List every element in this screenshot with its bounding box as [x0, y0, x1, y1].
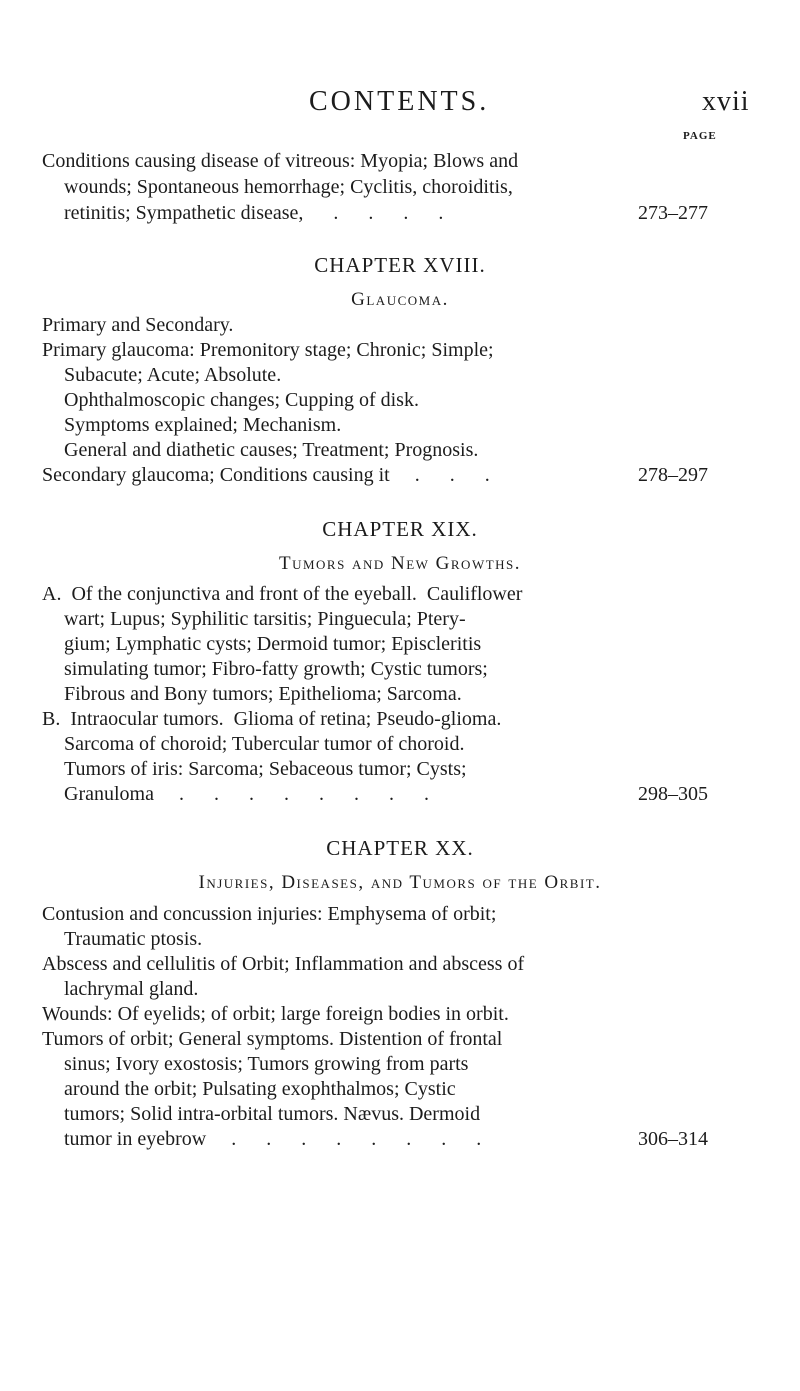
contents-line: gium; Lymphatic cysts; Dermoid tumor; Episcleritis	[64, 633, 482, 655]
contents-line: Contusion and concussion injuries: Emphysema of orbit;	[42, 903, 497, 925]
contents-line: Granuloma . . . . . . . .	[64, 783, 429, 805]
chapter-heading: CHAPTER XX.	[326, 836, 474, 860]
chapter-subject: Tumors and New Growths.	[278, 553, 522, 574]
intro-line: Conditions causing disease of vitreous: Myopia; Blows and	[42, 150, 519, 172]
page-column-label: PAGE	[683, 130, 717, 142]
running-head	[0, 86, 800, 122]
contents-line: around the orbit; Pulsating exophthalmos; Cystic	[64, 1078, 456, 1100]
contents-line: Ophthalmoscopic changes; Cupping of disk.	[64, 389, 419, 411]
contents-line: Wounds: Of eyelids; of orbit; large foreign bodies in orbit.	[42, 1003, 509, 1025]
contents-line: Abscess and cellulitis of Orbit; Inflammation and abscess of	[42, 953, 525, 975]
contents-line: Tumors of iris: Sarcoma; Sebaceous tumor; Cysts;	[64, 758, 467, 780]
chapter-heading: CHAPTER XIX.	[322, 517, 478, 541]
contents-line: Symptoms explained; Mechanism.	[64, 414, 342, 436]
contents-line: Traumatic ptosis.	[64, 928, 203, 950]
contents-line: B. Intraocular tumors. Glioma of retina; Pseudo-glioma.	[42, 708, 502, 730]
contents-line: General and diathetic causes; Treatment; Prognosis.	[64, 439, 479, 461]
contents-line: Primary and Secondary.	[42, 314, 234, 336]
contents-line: tumor in eyebrow . . . . . . . .	[64, 1128, 482, 1150]
page-number: xvii	[702, 86, 750, 117]
contents-line: tumors; Solid intra-orbital tumors. Nævus. Dermoid	[64, 1103, 481, 1125]
intro-line: wounds; Spontaneous hemorrhage; Cyclitis, choroiditis,	[64, 176, 513, 198]
chapter-subject: Injuries, Diseases, and Tumors of the Orbit.	[198, 872, 602, 893]
contents-line: Fibrous and Bony tumors; Epithelioma; Sarcoma.	[64, 683, 462, 705]
page-range: 298–305	[638, 783, 708, 805]
contents-line: sinus; Ivory exostosis; Tumors growing from parts	[64, 1053, 469, 1075]
page-range: 273–277	[638, 202, 708, 224]
contents-line: Tumors of orbit; General symptoms. Distention of frontal	[42, 1028, 503, 1050]
chapter-subject: Glaucoma.	[351, 289, 449, 310]
chapter-heading: CHAPTER XVIII.	[314, 253, 486, 277]
contents-line: lachrymal gland.	[64, 978, 199, 1000]
page-range: 278–297	[638, 464, 708, 486]
contents-line: simulating tumor; Fibro-fatty growth; Cystic tumors;	[64, 658, 488, 680]
intro-line: retinitis; Sympathetic disease, . . . .	[64, 202, 444, 224]
contents-line: Sarcoma of choroid; Tubercular tumor of choroid.	[64, 733, 465, 755]
contents-line: wart; Lupus; Syphilitic tarsitis; Pinguecula; Ptery-	[64, 608, 466, 630]
contents-line: Secondary glaucoma; Conditions causing it . . .	[42, 464, 490, 486]
contents-line: Subacute; Acute; Absolute.	[64, 364, 282, 386]
contents-line: Primary glaucoma: Premonitory stage; Chronic; Simple;	[42, 339, 494, 361]
contents-line: A. Of the conjunctiva and front of the eyeball. Cauliflower	[42, 583, 523, 605]
running-head-title: CONTENTS.	[309, 86, 490, 117]
page-range: 306–314	[638, 1128, 708, 1150]
